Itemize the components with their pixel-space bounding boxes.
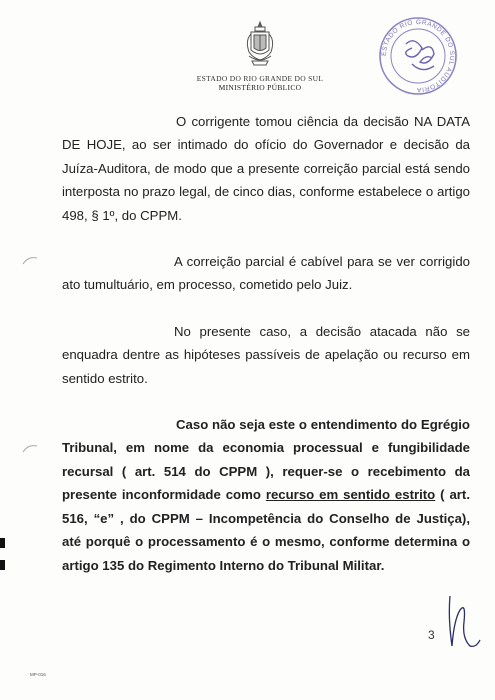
binding-mark: [0, 560, 5, 570]
paragraph-4: [62, 413, 470, 577]
margin-mark: [22, 255, 38, 265]
paragraph-4-text-end: ( art. 516, “e” , do CPPM – Incompetência do Conselho de Justiça), até porquê o processamento é o mesmo, conforme determina o artigo 135 do Regimento Interno do Tribunal Militar.: [62, 487, 470, 573]
svg-text:ESTADO RIO GRANDE DO SUL AUDIT: [381, 19, 455, 93]
ministry-name: MINISTÉRIO PÚBLICO: [218, 83, 302, 92]
margin-mark: [22, 443, 38, 453]
state-name: ESTADO DO RIO GRANDE DO SUL: [196, 74, 324, 83]
paragraph-4-text: Caso não seja este o entendimento do Egrégio Tribunal, em nome da economia processual e fungibilidade recursal ( art. 514 do CPPM ), requer-se o recebimento da presente inconformidade como: [62, 417, 470, 503]
document-body: [62, 110, 470, 577]
letterhead: [160, 20, 360, 92]
circular-court-stamp-icon: [376, 14, 460, 98]
underlined-phrase: recurso em sentido estrito: [265, 487, 436, 503]
stamp-ring-text: ESTADO RIO GRANDE DO SUL AUDITORIA: [380, 18, 456, 94]
paragraph-1: O corrigente tomou ciência da decisão NA DATA DE HOJE, ao ser intimado do ofício do Governador e decisão da Juíza-Auditora, de modo que a presente correição parcial está sendo interposta no prazo legal, de cinco dias, conforme estabelece o artigo 498, § 1º, do CPPM.: [62, 114, 470, 223]
handwritten-initials-icon: [444, 590, 484, 650]
paragraph-2: A correição parcial é cabível para se ver corrigido ato tumultuário, em processo, cometido pelo Juiz.: [62, 254, 470, 293]
footer-form-code: MP-016: [30, 672, 46, 677]
page-number: 3: [428, 628, 435, 642]
state-coat-of-arms-icon: [243, 20, 277, 70]
paragraph-3: No presente caso, a decisão atacada não se enquadra dentre as hipóteses passíveis de apelação ou recurso em sentido estrito.: [62, 323, 470, 386]
binding-mark: [0, 538, 5, 548]
